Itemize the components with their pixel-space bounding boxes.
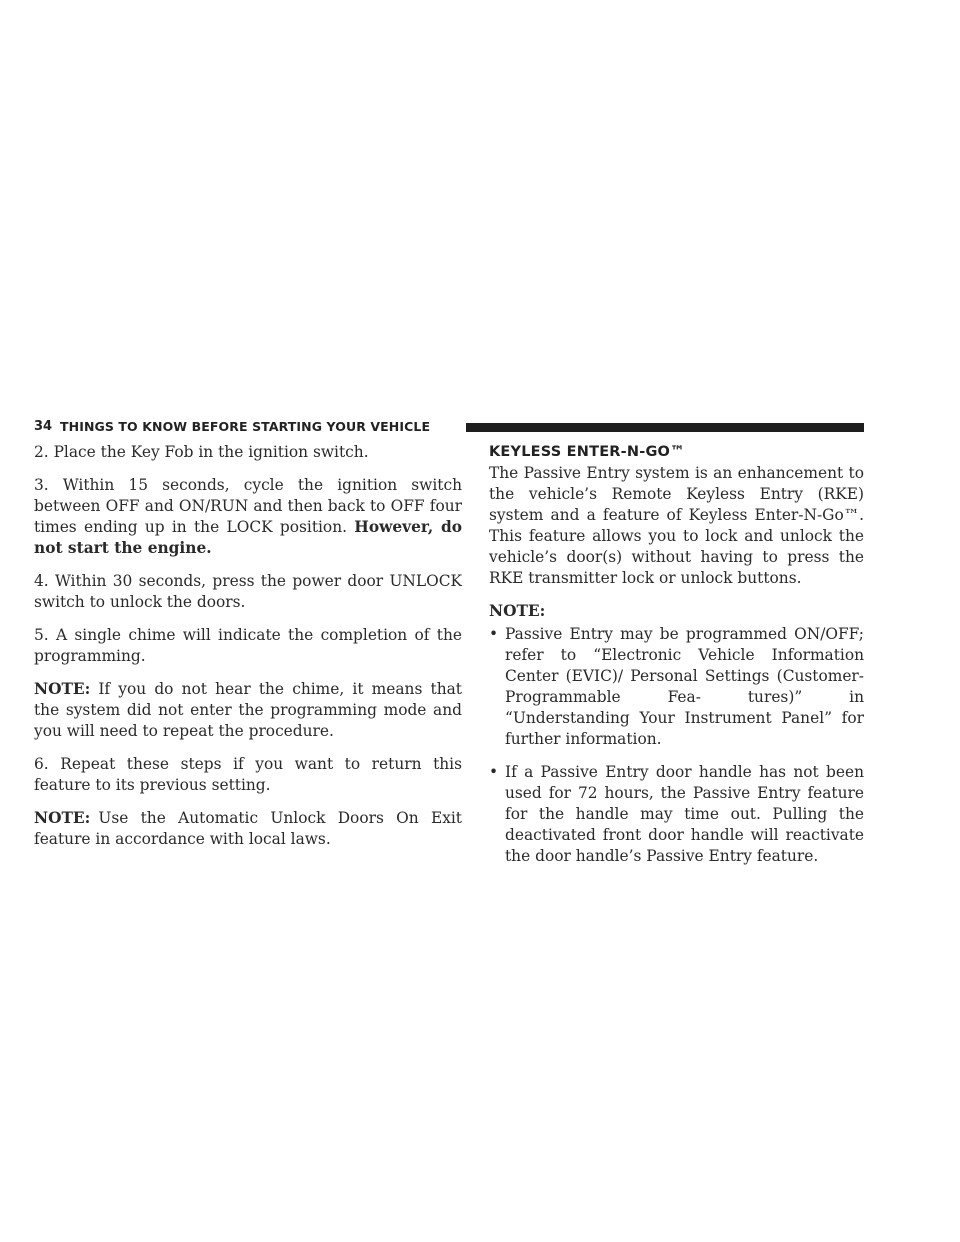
section-title: THINGS TO KNOW BEFORE STARTING YOUR VEHICLE (60, 419, 431, 434)
bullet-text: Passive Entry may be programmed ON/OFF; refer to “Electronic Vehicle Information Center (EVIC)/ Personal Settings (Customer-Programmable Fea- tures)” in “Understanding Your Instrument Panel” for further information. (505, 625, 864, 748)
intro-paragraph: The Passive Entry system is an enhancement to the vehicle’s Remote Keyless Entry (RKE) system and a feature of Keyless Enter-N-Go™. This feature allows you to lock and unlock the vehicle’s door(s) without having to press the RKE transmitter lock or unlock buttons. (489, 464, 864, 587)
step-4: 4. Within 30 seconds, press the power door UNLOCK switch to unlock the doors. (34, 572, 462, 611)
left-column (34, 442, 462, 862)
bullet-icon: • (489, 625, 499, 643)
step-5: 5. A single chime will indicate the completion of the programming. (34, 626, 462, 665)
bullet-text: If a Passive Entry door handle has not been used for 72 hours, the Passive Entry feature for the handle may time out. Pulling the deactivated front door handle will reactivate the door handle’s Passive Entry feature. (505, 763, 864, 865)
step-2: 2. Place the Key Fob in the ignition switch. (34, 443, 369, 461)
header-rule (466, 423, 864, 432)
step-3 (34, 475, 462, 559)
note-2 (34, 808, 462, 850)
step-3-text: 3. Within 15 seconds, cycle the ignition switch between OFF and ON/RUN and then back to OFF four times ending up in the LOCK position. (34, 476, 462, 536)
note-1-label: NOTE: (34, 680, 91, 698)
step-6: 6. Repeat these steps if you want to return this feature to its previous setting. (34, 755, 462, 794)
page-number: 34 (34, 419, 53, 434)
list-item (489, 762, 864, 867)
list-item (489, 624, 864, 750)
note-1-text: If you do not hear the chime, it means that the system did not enter the programming mode and you will need to repeat the procedure. (34, 680, 462, 740)
step-3-warning: However, do not start the engine. (34, 518, 462, 557)
page-header (34, 418, 864, 436)
section-heading: KEYLESS ENTER-N-GO™ (489, 444, 685, 460)
note-2-text: Use the Automatic Unlock Doors On Exit feature in accordance with local laws. (34, 809, 462, 848)
note-bullet-list (489, 624, 864, 867)
right-column (489, 442, 864, 879)
note-2-label: NOTE: (34, 809, 91, 827)
bullet-icon: • (489, 763, 499, 781)
note-label: NOTE: (489, 602, 546, 620)
note-1 (34, 679, 462, 742)
